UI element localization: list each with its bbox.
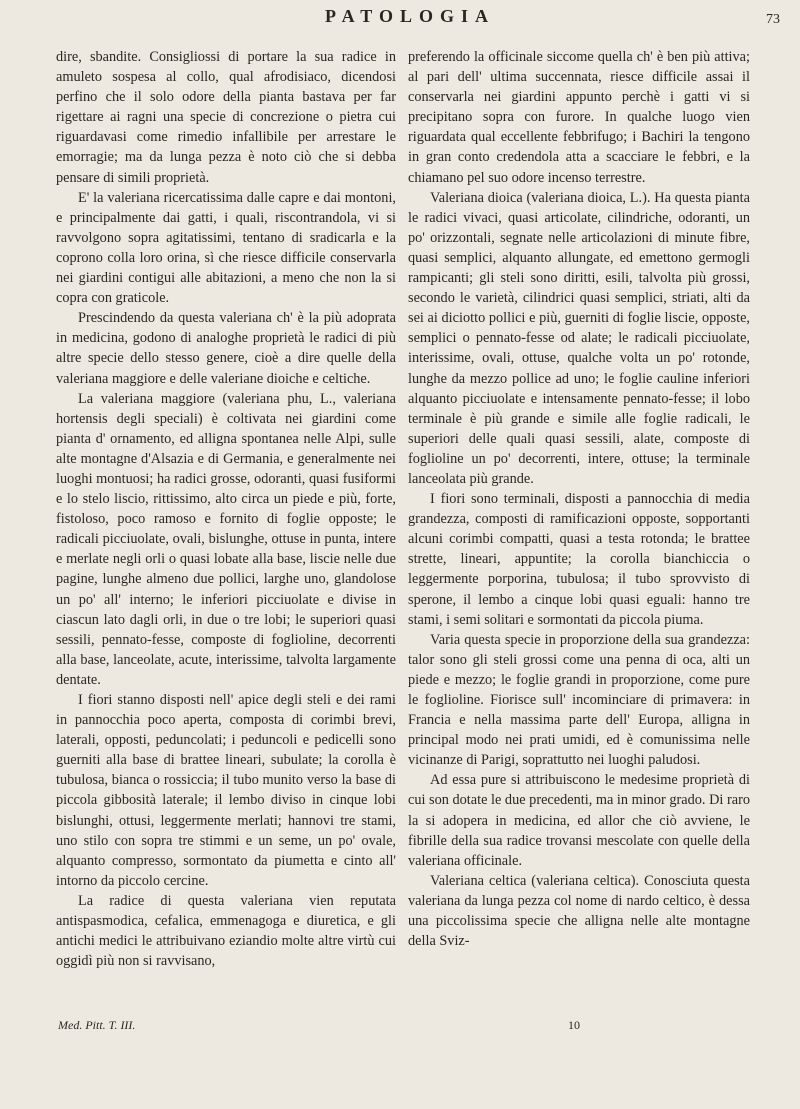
paragraph: Varia questa specie in proporzione della sua grandezza: talor sono gli steli grossi come una penna di oca, alti un piede e mezzo; le foglie grandi in proporzione, come pure le foglioline. Fiorisce sull' incominciare di primavera: in Francia e nella massima parte dell' Europa, alligna in principal modo nei prati umidi, ed è comunissima nelle vicinanze di Parigi, soprattutto nei luoghi paludosi. [408,631,750,769]
running-header: PATOLOGIA [324,6,495,26]
right-column [408,47,750,951]
paragraph: La radice di questa valeriana vien reputata antispasmodica, cefalica, emmenagoga e diuretica, e gli antichi medici le attribuivano eziandio molte altre virtù cui oggidì più non si ravvisano, [56,892,396,970]
printer-signature: Med. Pitt. T. III. [58,1018,136,1032]
paragraph: Valeriana celtica (valeriana celtica). Conosciuta questa valeriana da lunga pezza col nome di nardo celtico, è dessa una piccolissima specie che alligna nelle alte montagne della Sviz- [408,872,750,950]
paragraph: E' la valeriana ricercatissima dalle capre e dai montoni, e principalmente dai gatti, i quali, riscontrandola, vi si ravvolgono sopra agitatissimi, tentano di sradicarla e la coprono colla loro orina, sì che riesce difficile conservarla nei giardini contigui alle abitazioni, a meno che non la si copra con graticole. [56,189,396,307]
paragraph: preferendo la officinale siccome quella ch' è ben più attiva; al pari dell' ultima succennata, riesce difficile assai il conservarla nei giardini appunto perchè i gatti vi si precipitano sopra con furore. In qualche luogo vien riguardata qual eccellente febbrifugo; i Bachiri la tengono in gran conto credendola atta a scacciare le febbri, e la chiamano pel suo odore incenso terrestre. [408,49,750,186]
paragraph: Ad essa pure si attribuiscono le medesime proprietà di cui son dotate le due precedenti, ma in minor grado. Di raro la si adopera in medicina, ed allor che ciò avviene, le fibrille della sua radice trovansi mescolate con quelle della valeriana officinale. [408,772,750,869]
paragraph: La valeriana maggiore (valeriana phu, L., valeriana hortensis degli speciali) è coltivata nei giardini come pianta d' ornamento, ed alligna spontanea nelle Alpi, sulle alte montagne d'Alsazia e di Germania, e generalmente nei luoghi montuosi; ha radici grosse, odoranti, quasi fusiformi e lo stelo liscio, rittissimo, alto circa un piede e più, forte, fistoloso, poco ramoso e fornito di foglie opposte; le radicali picciuolate, ovali, bislunghe, ottuse in punta, intere e merlate negli orli o quasi lobate alla base, liscie nelle due pagine, lunghe almeno due pollici, larghe uno, glandolose un po' all' interno; le inferiori picciuolate e divise in ciascun lato dagli orli, in due o tre lobi; le superiori quasi sessili, pennato-fesse, composte di foglioline, decorrenti alla base, lanceolate, acute, interissime, talvolta largamente dentate. [56,390,396,688]
paragraph: Valeriana dioica (valeriana dioica, L.). Ha questa pianta le radici vivaci, quasi articolate, cilindriche, odoranti, un po' orizzontali, segnate nelle articolazioni di minute fibre, quasi semplici, alquanto allungate, ed emettono germogli rampicanti; gli steli sono diritti, esili, talvolta più grossi, secondo le varietà, cilindrici quasi semplici, striati, alti da sei ai diciotto pollici e più, guerniti di foglie liscie, opposte, semplici o pennato-fesse od alate; le radicali picciuolate, interissime, ovali, ottuse, qualche volta un po' rotonde, lunghe da mezzo pollice ad uno; le foglie cauline inferiori alquanto picciuolate e intensamente pennato-fesse; il lobo terminale è più grande e simile alle foglie radicali, le superiori delle quali quasi sessili, alate, composte di foglioline un po' decorrenti, intere, ottuse; la terminale lanceolata più grande. [408,189,750,487]
paragraph: dire, sbandite. Consigliossi di portare la sua radice in amuleto sospesa al collo, qual afrodisiaco, dicendosi perfino che il solo odore della pianta bastava per far rigettare ai ragni una specie di concrezione o pietra cui riguardavasi come rimedio infallibile per arrestare le emorragie; ma da lunga pezza è noto ciò che si debba pensare di simili proprietà. [56,49,396,186]
sheet-number: 10 [568,1018,580,1032]
paragraph: I fiori stanno disposti nell' apice degli steli e dei rami in pannocchia poco aperta, composta di corimbi brevi, laterali, opposti, peduncolati; i peduncoli e pedicelli sono guerniti alla base di brattee lineari, subulate; la corolla è tubulosa, bianca o rossiccia; il tubo munito verso la base di piccola gibbosità laterale; il lembo diviso in cinque lobi bislunghi, ottusi, leggermente merlati; hannovi tre stami, uno stilo con sopra tre stimmi e un seme, un po' ovale, alquanto compresso, sormontato da piumetta e cinto all' intorno da piccolo cercine. [56,692,396,889]
left-column [56,47,396,971]
paragraph: I fiori sono terminali, disposti a pannocchia di media grandezza, composti di ramificazioni opposte, sopportanti alcuni corimbi compatti, quasi a testa rotonda; le brattee strette, lineari, appuntite; la corolla bianchiccia o leggermente porporina, tubulosa; il tubo sprovvisto di sperone, il lembo a cinque lobi quasi eguali: hanno tre stami, i semi solitari e sormontati da piccola piuma. [408,491,750,628]
page-number: 73 [766,12,780,27]
paragraph: Prescindendo da questa valeriana ch' è la più adoprata in medicina, godono di analoghe proprietà le radici di più altre specie dello stesso genere, cioè a dire quelle della valeriana maggiore e delle valeriane dioiche e celtiche. [56,310,396,387]
